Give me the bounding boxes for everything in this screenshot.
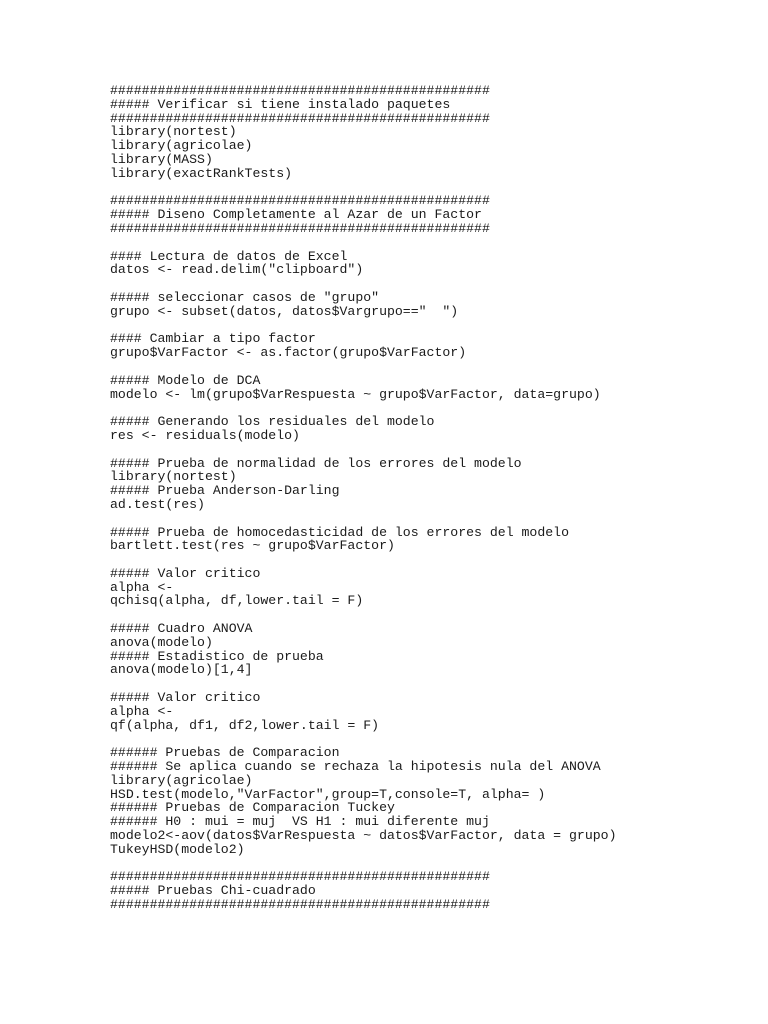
code-line: library(agricolae): [110, 772, 253, 788]
code-line: ##### Generando los residuales del modelo: [110, 414, 435, 430]
blank-line: [110, 608, 750, 622]
code-line: qf(alpha, df1, df2,lower.tail = F): [110, 717, 380, 733]
code-line: ##### Prueba de normalidad de los errores del modelo: [110, 455, 522, 471]
code-line: ###### Se aplica cuando se rechaza la hipotesis nula del ANOVA: [110, 759, 601, 775]
code-line: TukeyHSD(modelo2): [110, 841, 245, 857]
blank-line: [110, 857, 750, 871]
code-line: ##### Cuadro ANOVA: [110, 621, 253, 637]
code-line: ##### Modelo de DCA: [110, 372, 261, 388]
code-line: ################################################: [110, 869, 490, 885]
code-line: res <- residuals(modelo): [110, 427, 300, 443]
blank-line: [110, 181, 750, 195]
code-line: grupo <- subset(datos, datos$Vargrupo==" "): [110, 303, 459, 319]
code-line: ##### Valor critico: [110, 565, 261, 581]
code-line: library(agricolae): [110, 138, 253, 154]
code-line: alpha <-: [110, 579, 174, 595]
code-line: ##### Valor critico: [110, 690, 261, 706]
code-line: grupo$VarFactor <- as.factor(grupo$VarFactor): [110, 345, 467, 361]
code-line: #### Lectura de datos de Excel: [110, 248, 348, 264]
code-line: ##### Verificar si tiene instalado paquetes: [110, 96, 451, 112]
code-line: #### Cambiar a tipo factor: [110, 331, 316, 347]
blank-line: [110, 512, 750, 526]
code-line: ##### seleccionar casos de "grupo": [110, 289, 380, 305]
code-line: ##### Prueba de homocedasticidad de los errores del modelo: [110, 524, 569, 540]
code-line: ################################################: [110, 897, 490, 913]
blank-line: [110, 277, 750, 291]
code-line: datos <- read.delim("clipboard"): [110, 262, 364, 278]
code-line: ###### H0 : mui = muj VS H1 : mui diferente muj: [110, 814, 490, 830]
code-line: ###### Pruebas de Comparacion Tuckey: [110, 800, 395, 816]
blank-line: [110, 443, 750, 457]
code-line: modelo <- lm(grupo$VarRespuesta ~ grupo$VarFactor, data=grupo): [110, 386, 601, 402]
code-line: ad.test(res): [110, 496, 205, 512]
blank-line: [110, 401, 750, 415]
code-line: ################################################: [110, 110, 490, 126]
code-line: ################################################: [110, 83, 490, 98]
code-line: anova(modelo): [110, 634, 213, 650]
code-line: ##### Diseno Completamente al Azar de un Factor: [110, 207, 482, 223]
code-line: ###### Pruebas de Comparacion: [110, 745, 340, 761]
code-line: ##### Prueba Anderson-Darling: [110, 483, 340, 499]
blank-line: [110, 677, 750, 691]
code-line: library(exactRankTests): [110, 165, 293, 181]
code-line: ##### Estadistico de prueba: [110, 648, 324, 664]
code-line: ################################################: [110, 220, 490, 236]
code-line: bartlett.test(res ~ grupo$VarFactor): [110, 538, 395, 554]
code-line: ##### Pruebas Chi-cuadrado: [110, 883, 316, 899]
blank-line: [110, 319, 750, 333]
code-line: library(MASS): [110, 151, 213, 167]
code-line: HSD.test(modelo,"VarFactor",group=T,console=T, alpha= ): [110, 786, 546, 802]
code-line: anova(modelo)[1,4]: [110, 662, 253, 678]
code-line: library(nortest): [110, 124, 237, 140]
blank-line: [110, 553, 750, 567]
r-script-text: [110, 84, 750, 912]
code-line: qchisq(alpha, df,lower.tail = F): [110, 593, 364, 609]
code-line: library(nortest): [110, 469, 237, 485]
code-line: ################################################: [110, 193, 490, 209]
code-line: modelo2<-aov(datos$VarRespuesta ~ datos$VarFactor, data = grupo): [110, 828, 617, 844]
blank-line: [110, 732, 750, 746]
code-line: alpha <-: [110, 703, 174, 719]
blank-line: [110, 236, 750, 250]
blank-line: [110, 360, 750, 374]
